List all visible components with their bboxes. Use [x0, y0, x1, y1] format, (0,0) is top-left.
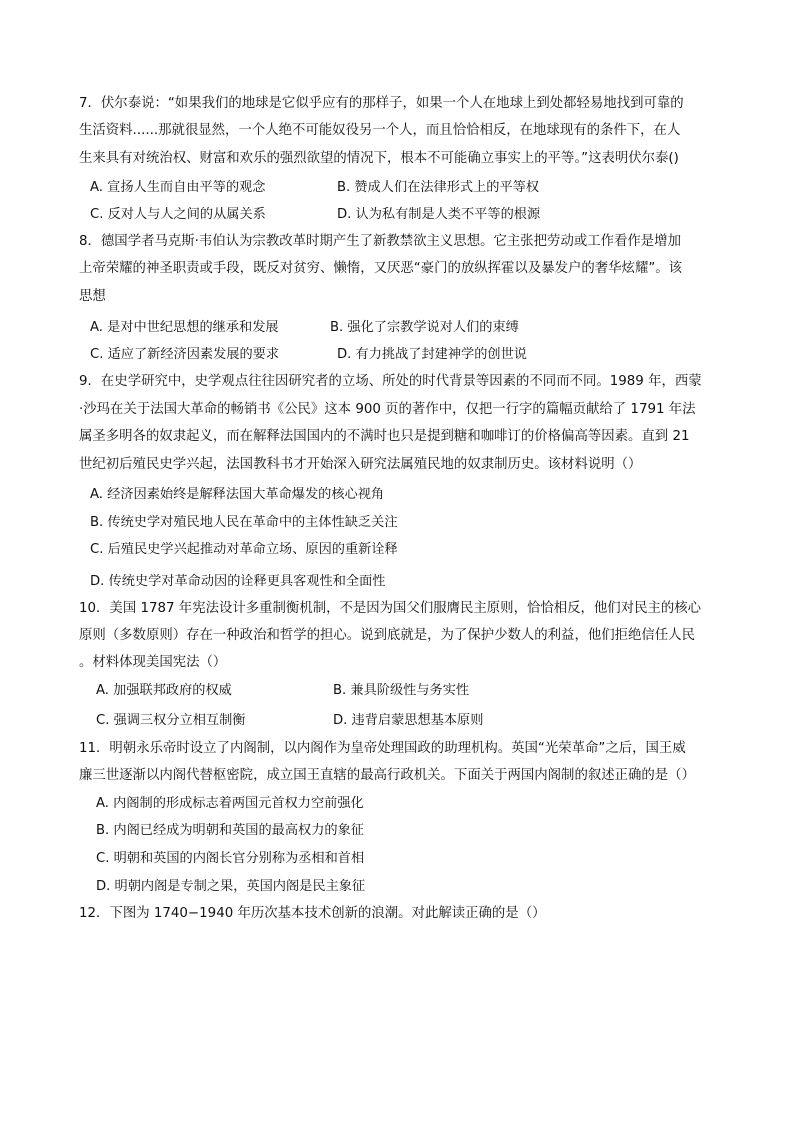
question-10-option-b: B. 兼具阶级性与务实性 [333, 683, 470, 698]
question-9-stem-line-2: ·沙玛在关于法国大革命的畅销书《公民》这本 900 页的著作中，仅把一行字的篇幅贡献给了 1791 年法 [79, 402, 696, 417]
question-10-option-a: A. 加强联邦政府的权威 [96, 683, 232, 698]
question-7-option-a: A. 宣扬人生而自由平等的观念 [90, 180, 266, 195]
question-9-option-d: D. 传统史学对革命动因的诠释更具客观性和全面性 [90, 574, 386, 589]
question-8-option-b: B. 强化了宗教学说对人们的束缚 [330, 320, 519, 335]
question-9-option-c: C. 后殖民史学兴起推动对革命立场、原因的重新诠释 [90, 542, 398, 557]
question-9-option-a: A. 经济因素始终是解释法国大革命爆发的核心视角 [90, 487, 385, 502]
question-7-option-c: C. 反对人与人之间的从属关系 [90, 207, 266, 222]
question-11-stem-line-2: 廉三世逐渐以内阁代替枢密院，成立国王直辖的最高行政机关。下面关于两国内阁制的叙述正确的是（） [79, 768, 695, 783]
question-11-option-d: D. 明朝内阁是专制之果，英国内阁是民主象征 [96, 879, 366, 894]
question-10-stem-line-3: 。材料体现美国宪法（） [79, 655, 227, 670]
question-11-option-b: B. 内阁已经成为明朝和英国的最高权力的象征 [96, 823, 364, 838]
question-9-option-b: B. 传统史学对殖民地人民在革命中的主体性缺乏关注 [90, 515, 398, 530]
question-7-option-b: B. 赞成人们在法律形式上的平等权 [337, 180, 540, 195]
question-7-stem-line-1: 7．伏尔泰说：“如果我们的地球是它似乎应有的那样子，如果一个人在地球上到处都轻易地找到可靠的 [79, 96, 684, 111]
question-8-option-c: C. 适应了新经济因素发展的要求 [90, 347, 280, 362]
question-8-stem-line-2: 上帝荣耀的神圣职责或手段，既反对贫穷、懒惰，又厌恶“豪门的放纵挥霍以及暴发户的奢华炫耀”。该 [79, 261, 683, 276]
question-10-stem-line-1: 10．美国 1787 年宪法设计多重制衡机制，不是因为国父们服膺民主原则，恰恰相反，他们对民主的核心 [79, 601, 702, 616]
question-11-option-a: A. 内阁制的形成标志着两国元首权力空前强化 [96, 796, 364, 811]
question-12-stem-line-1: 12．下图为 1740−1940 年历次基本技术创新的浪潮。对此解读正确的是（） [79, 906, 546, 921]
question-11-stem-line-1: 11．明朝永乐帝时设立了内阁制，以内阁作为皇帝处理国政的助理机构。英国“光荣革命”之后，国王威 [79, 741, 686, 756]
question-8-option-d: D. 有力挑战了封建神学的创世说 [337, 347, 527, 362]
question-10-option-c: C. 强调三权分立相互制衡 [96, 713, 246, 728]
question-7-option-d: D. 认为私有制是人类不平等的根源 [337, 207, 541, 222]
question-8-option-a: A. 是对中世纪思想的继承和发展 [90, 320, 279, 335]
question-8-stem-line-3: 思想 [79, 289, 106, 304]
question-10-option-d: D. 违背启蒙思想基本原则 [333, 713, 484, 728]
question-10-stem-line-2: 原则（多数原则）存在一种政治和哲学的担心。说到底就是，为了保护少数人的利益，他们拒绝信任人民 [79, 628, 695, 643]
question-9-stem-line-4: 世纪初后殖民史学兴起，法国教科书才开始深入研究法属殖民地的奴隶制历史。该材料说明（） [79, 457, 642, 472]
question-8-stem-line-1: 8．德国学者马克斯·韦伯认为宗教改革时期产生了新教禁欲主义思想。它主张把劳动或工作看作是增加 [79, 234, 681, 249]
question-7-stem-line-2: 生活资料......那就很显然，一个人绝不可能奴役另一个人，而且恰恰相反，在地球现有的条件下，在人 [79, 123, 681, 138]
question-11-option-c: C. 明朝和英国的内阁长官分别称为丞相和首相 [96, 851, 365, 866]
question-9-stem-line-1: 9．在史学研究中，史学观点往往因研究者的立场、所处的时代背景等因素的不同而不同。1989 年，西蒙 [79, 374, 702, 389]
question-7-stem-line-3: 生来具有对统治权、财富和欢乐的强烈欲望的情况下，根本不可能确立事实上的平等。”这表明伏尔泰() [79, 151, 679, 166]
question-9-stem-line-3: 属圣多明各的奴隶起义，而在解释法国国内的不满时也只是提到糖和咖啡订的价格偏高等因素。直到 21 [79, 429, 690, 444]
